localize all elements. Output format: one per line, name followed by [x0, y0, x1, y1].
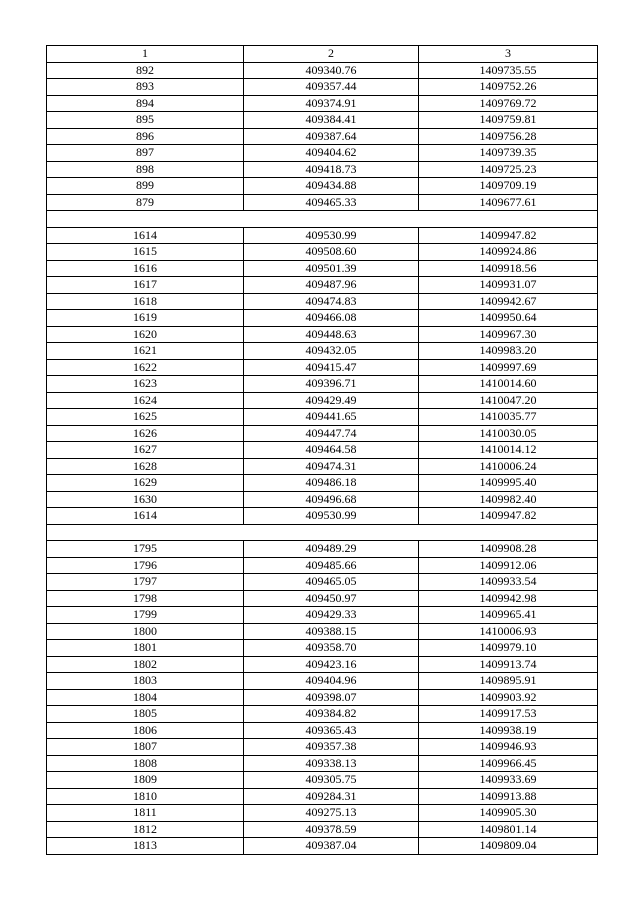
x-coordinate-cell: 409275.13 [244, 805, 419, 822]
point-number-cell: 1617 [47, 277, 244, 294]
point-number-cell: 892 [47, 62, 244, 79]
y-coordinate-cell: 1410014.12 [419, 442, 598, 459]
y-coordinate-cell: 1409908.28 [419, 541, 598, 558]
x-coordinate-cell: 409378.59 [244, 821, 419, 838]
x-coordinate-cell: 409465.05 [244, 574, 419, 591]
x-coordinate-cell: 409496.68 [244, 491, 419, 508]
table-row [47, 62, 598, 79]
table-row [47, 244, 598, 261]
y-coordinate-cell: 1409982.40 [419, 491, 598, 508]
x-coordinate-cell: 409450.97 [244, 590, 419, 607]
table-row [47, 376, 598, 393]
point-number-cell: 1799 [47, 607, 244, 624]
y-coordinate-cell: 1409933.69 [419, 772, 598, 789]
x-coordinate-cell: 409398.07 [244, 689, 419, 706]
x-coordinate-cell: 409441.65 [244, 409, 419, 426]
header-cell-1: 1 [47, 46, 244, 63]
point-number-cell: 899 [47, 178, 244, 195]
table-row [47, 161, 598, 178]
table-row [47, 392, 598, 409]
x-coordinate-cell: 409365.43 [244, 722, 419, 739]
table-row [47, 607, 598, 624]
point-number-cell: 1616 [47, 260, 244, 277]
y-coordinate-cell: 1409942.67 [419, 293, 598, 310]
table-row [47, 95, 598, 112]
table-row [47, 821, 598, 838]
y-coordinate-cell: 1410006.93 [419, 623, 598, 640]
x-coordinate-cell: 409432.05 [244, 343, 419, 360]
point-number-cell: 893 [47, 79, 244, 96]
table-row [47, 541, 598, 558]
table-row [47, 178, 598, 195]
point-number-cell: 1627 [47, 442, 244, 459]
table-row [47, 112, 598, 129]
x-coordinate-cell: 409486.18 [244, 475, 419, 492]
x-coordinate-cell: 409384.82 [244, 706, 419, 723]
x-coordinate-cell: 409501.39 [244, 260, 419, 277]
table-row [47, 442, 598, 459]
point-number-cell: 1615 [47, 244, 244, 261]
point-number-cell: 1807 [47, 739, 244, 756]
y-coordinate-cell: 1410035.77 [419, 409, 598, 426]
table-row [47, 310, 598, 327]
table-row [47, 508, 598, 525]
x-coordinate-cell: 409429.49 [244, 392, 419, 409]
group-separator-cell [47, 211, 598, 228]
y-coordinate-cell: 1410030.05 [419, 425, 598, 442]
y-coordinate-cell: 1409942.98 [419, 590, 598, 607]
x-coordinate-cell: 409404.96 [244, 673, 419, 690]
table-row [47, 788, 598, 805]
table-row [47, 343, 598, 360]
y-coordinate-cell: 1409966.45 [419, 755, 598, 772]
x-coordinate-cell: 409530.99 [244, 227, 419, 244]
point-number-cell: 1802 [47, 656, 244, 673]
point-number-cell: 879 [47, 194, 244, 211]
y-coordinate-cell: 1409913.88 [419, 788, 598, 805]
point-number-cell: 1808 [47, 755, 244, 772]
point-number-cell: 1624 [47, 392, 244, 409]
x-coordinate-cell: 409340.76 [244, 62, 419, 79]
y-coordinate-cell: 1409938.19 [419, 722, 598, 739]
table-row [47, 326, 598, 343]
x-coordinate-cell: 409474.31 [244, 458, 419, 475]
y-coordinate-cell: 1409725.23 [419, 161, 598, 178]
table-row [47, 722, 598, 739]
point-number-cell: 1622 [47, 359, 244, 376]
table-row [47, 772, 598, 789]
header-cell-2: 2 [244, 46, 419, 63]
x-coordinate-cell: 409429.33 [244, 607, 419, 624]
y-coordinate-cell: 1410014.60 [419, 376, 598, 393]
y-coordinate-cell: 1409809.04 [419, 838, 598, 855]
point-number-cell: 896 [47, 128, 244, 145]
point-number-cell: 1805 [47, 706, 244, 723]
group-separator-row [47, 524, 598, 541]
point-number-cell: 895 [47, 112, 244, 129]
y-coordinate-cell: 1409709.19 [419, 178, 598, 195]
point-number-cell: 1623 [47, 376, 244, 393]
table-row [47, 359, 598, 376]
table-row [47, 623, 598, 640]
y-coordinate-cell: 1409933.54 [419, 574, 598, 591]
y-coordinate-cell: 1409735.55 [419, 62, 598, 79]
y-coordinate-cell: 1409756.28 [419, 128, 598, 145]
table-row [47, 673, 598, 690]
y-coordinate-cell: 1409903.92 [419, 689, 598, 706]
x-coordinate-cell: 409404.62 [244, 145, 419, 162]
x-coordinate-cell: 409466.08 [244, 310, 419, 327]
point-number-cell: 894 [47, 95, 244, 112]
point-number-cell: 1809 [47, 772, 244, 789]
point-number-cell: 1626 [47, 425, 244, 442]
y-coordinate-cell: 1409979.10 [419, 640, 598, 657]
table-row [47, 656, 598, 673]
point-number-cell: 1620 [47, 326, 244, 343]
header-cell-3: 3 [419, 46, 598, 63]
y-coordinate-cell: 1409677.61 [419, 194, 598, 211]
table-row [47, 755, 598, 772]
x-coordinate-cell: 409358.70 [244, 640, 419, 657]
point-number-cell: 1803 [47, 673, 244, 690]
x-coordinate-cell: 409384.41 [244, 112, 419, 129]
point-number-cell: 1625 [47, 409, 244, 426]
y-coordinate-cell: 1409967.30 [419, 326, 598, 343]
point-number-cell: 1621 [47, 343, 244, 360]
point-number-cell: 1804 [47, 689, 244, 706]
x-coordinate-cell: 409530.99 [244, 508, 419, 525]
table-row [47, 640, 598, 657]
coordinates-table-body [47, 46, 598, 855]
point-number-cell: 1796 [47, 557, 244, 574]
x-coordinate-cell: 409374.91 [244, 95, 419, 112]
y-coordinate-cell: 1409995.40 [419, 475, 598, 492]
x-coordinate-cell: 409284.31 [244, 788, 419, 805]
y-coordinate-cell: 1409917.53 [419, 706, 598, 723]
point-number-cell: 1813 [47, 838, 244, 855]
table-row [47, 79, 598, 96]
x-coordinate-cell: 409485.66 [244, 557, 419, 574]
x-coordinate-cell: 409418.73 [244, 161, 419, 178]
point-number-cell: 1619 [47, 310, 244, 327]
y-coordinate-cell: 1409946.93 [419, 739, 598, 756]
point-number-cell: 897 [47, 145, 244, 162]
x-coordinate-cell: 409489.29 [244, 541, 419, 558]
y-coordinate-cell: 1409752.26 [419, 79, 598, 96]
table-row [47, 805, 598, 822]
y-coordinate-cell: 1409739.35 [419, 145, 598, 162]
y-coordinate-cell: 1409769.72 [419, 95, 598, 112]
x-coordinate-cell: 409508.60 [244, 244, 419, 261]
x-coordinate-cell: 409434.88 [244, 178, 419, 195]
y-coordinate-cell: 1410006.24 [419, 458, 598, 475]
point-number-cell: 1810 [47, 788, 244, 805]
table-row [47, 739, 598, 756]
y-coordinate-cell: 1409947.82 [419, 508, 598, 525]
y-coordinate-cell: 1410047.20 [419, 392, 598, 409]
y-coordinate-cell: 1409965.41 [419, 607, 598, 624]
table-row [47, 838, 598, 855]
coordinates-table [46, 45, 598, 855]
x-coordinate-cell: 409487.96 [244, 277, 419, 294]
table-row [47, 227, 598, 244]
y-coordinate-cell: 1409913.74 [419, 656, 598, 673]
y-coordinate-cell: 1409905.30 [419, 805, 598, 822]
table-row [47, 194, 598, 211]
x-coordinate-cell: 409474.83 [244, 293, 419, 310]
y-coordinate-cell: 1409801.14 [419, 821, 598, 838]
table-row [47, 458, 598, 475]
point-number-cell: 1797 [47, 574, 244, 591]
y-coordinate-cell: 1409924.86 [419, 244, 598, 261]
table-row [47, 409, 598, 426]
x-coordinate-cell: 409387.64 [244, 128, 419, 145]
x-coordinate-cell: 409305.75 [244, 772, 419, 789]
x-coordinate-cell: 409415.47 [244, 359, 419, 376]
point-number-cell: 1800 [47, 623, 244, 640]
y-coordinate-cell: 1409895.91 [419, 673, 598, 690]
x-coordinate-cell: 409465.33 [244, 194, 419, 211]
table-row [47, 557, 598, 574]
x-coordinate-cell: 409357.44 [244, 79, 419, 96]
x-coordinate-cell: 409423.16 [244, 656, 419, 673]
point-number-cell: 1630 [47, 491, 244, 508]
point-number-cell: 1812 [47, 821, 244, 838]
x-coordinate-cell: 409447.74 [244, 425, 419, 442]
point-number-cell: 1628 [47, 458, 244, 475]
table-row [47, 128, 598, 145]
header-row [47, 46, 598, 63]
table-row [47, 425, 598, 442]
x-coordinate-cell: 409388.15 [244, 623, 419, 640]
x-coordinate-cell: 409357.38 [244, 739, 419, 756]
y-coordinate-cell: 1409947.82 [419, 227, 598, 244]
x-coordinate-cell: 409448.63 [244, 326, 419, 343]
point-number-cell: 1629 [47, 475, 244, 492]
x-coordinate-cell: 409338.13 [244, 755, 419, 772]
y-coordinate-cell: 1409759.81 [419, 112, 598, 129]
point-number-cell: 1806 [47, 722, 244, 739]
y-coordinate-cell: 1409931.07 [419, 277, 598, 294]
table-row [47, 706, 598, 723]
y-coordinate-cell: 1409997.69 [419, 359, 598, 376]
point-number-cell: 1798 [47, 590, 244, 607]
table-row [47, 260, 598, 277]
table-row [47, 574, 598, 591]
table-row [47, 293, 598, 310]
group-separator-cell [47, 524, 598, 541]
point-number-cell: 1614 [47, 508, 244, 525]
point-number-cell: 1801 [47, 640, 244, 657]
point-number-cell: 1618 [47, 293, 244, 310]
table-row [47, 475, 598, 492]
point-number-cell: 898 [47, 161, 244, 178]
x-coordinate-cell: 409387.04 [244, 838, 419, 855]
y-coordinate-cell: 1409918.56 [419, 260, 598, 277]
table-row [47, 491, 598, 508]
point-number-cell: 1614 [47, 227, 244, 244]
group-separator-row [47, 211, 598, 228]
x-coordinate-cell: 409396.71 [244, 376, 419, 393]
table-row [47, 145, 598, 162]
y-coordinate-cell: 1409983.20 [419, 343, 598, 360]
y-coordinate-cell: 1409912.06 [419, 557, 598, 574]
x-coordinate-cell: 409464.58 [244, 442, 419, 459]
point-number-cell: 1811 [47, 805, 244, 822]
table-row [47, 277, 598, 294]
table-row [47, 689, 598, 706]
y-coordinate-cell: 1409950.64 [419, 310, 598, 327]
table-row [47, 590, 598, 607]
point-number-cell: 1795 [47, 541, 244, 558]
